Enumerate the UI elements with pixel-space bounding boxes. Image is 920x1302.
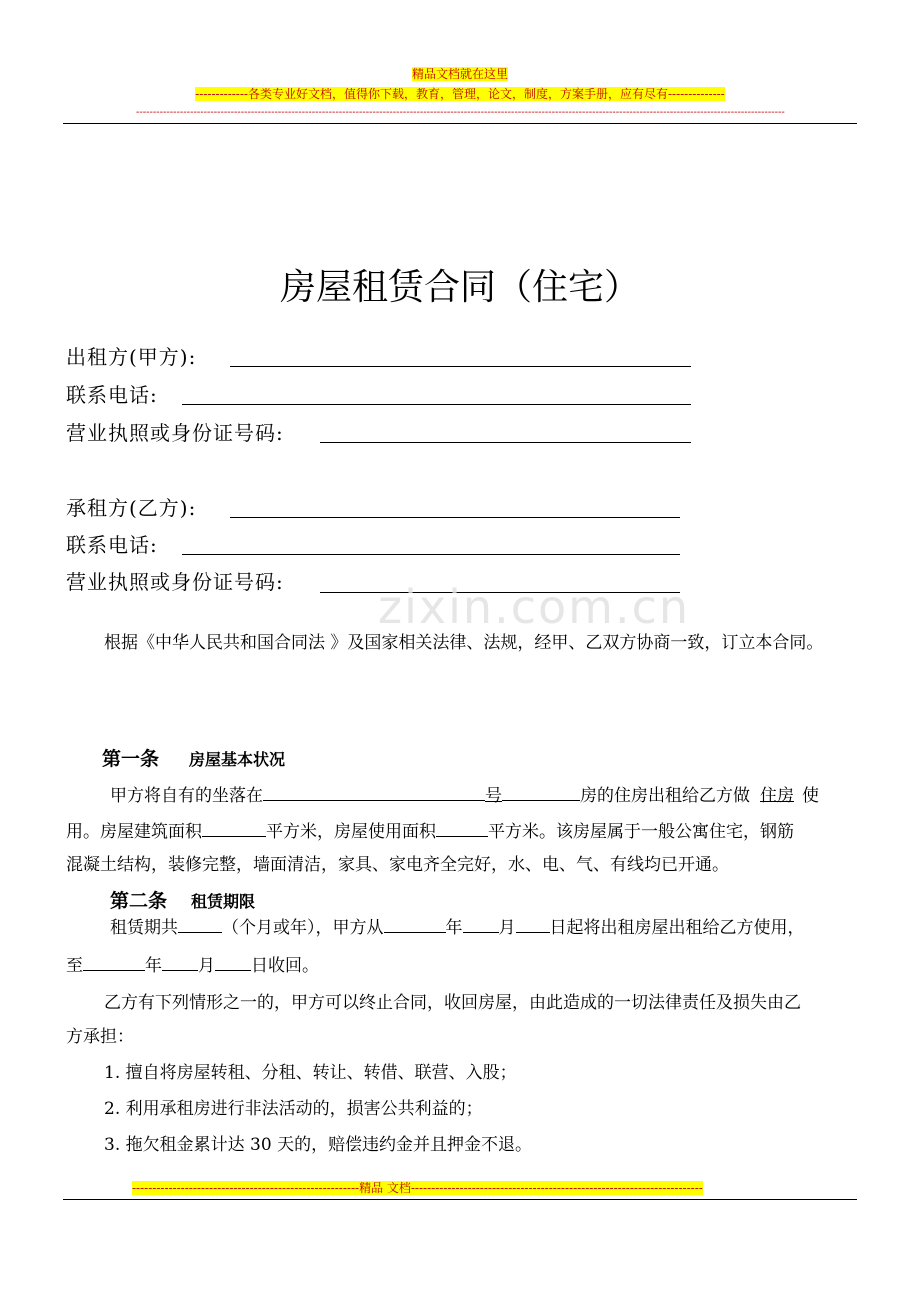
article-1-number: 第一条 xyxy=(102,748,160,770)
room-blank[interactable] xyxy=(502,780,580,801)
termination-clause-line-2: 方承担： xyxy=(66,1027,134,1047)
end-month-blank[interactable] xyxy=(162,950,198,971)
lessee-phone-blank[interactable] xyxy=(182,554,680,555)
location-blank[interactable] xyxy=(263,780,485,801)
document-title: 房屋租赁合同（住宅） xyxy=(279,267,640,309)
header-dash-line: ------------------------------------------------------------------------------------------------------------------------------------------------------------------------------------------------ xyxy=(136,108,785,118)
intro-paragraph: 根据《中华人民共和国合同法 》及国家相关法律、法规，经甲、乙双方协商一致，订立本合同。 xyxy=(104,633,824,653)
lessor-id-label: 营业执照或身份证号码: xyxy=(66,421,284,445)
location-number: 号 xyxy=(485,781,502,802)
lessor-phone-blank[interactable] xyxy=(182,404,691,405)
termination-item-3: 3. 拖欠租金累计达 30 天的，赔偿违约金并且押金不退。 xyxy=(104,1135,533,1155)
watermark-text: zixin.com.cn xyxy=(378,580,691,634)
lessee-id-label: 营业执照或身份证号码: xyxy=(66,570,284,594)
lessor-id-blank[interactable] xyxy=(320,442,691,443)
lessor-blank[interactable] xyxy=(230,366,691,367)
article-1-heading xyxy=(102,744,285,775)
article-1-line-1: 甲方将自有的坐落在 号 房的住房出租给乙方做 住房 使 xyxy=(110,780,819,811)
article-1-name: 房屋基本状况 xyxy=(189,750,286,769)
article-2-name: 租赁期限 xyxy=(191,892,256,911)
end-year-blank[interactable] xyxy=(83,950,145,971)
lease-term-blank[interactable] xyxy=(178,912,222,933)
room-suffix: 房的住房出租给乙方做 xyxy=(580,786,750,806)
building-area-blank[interactable] xyxy=(202,816,266,837)
start-year-blank[interactable] xyxy=(384,912,446,933)
termination-clause-line-1: 乙方有下列情形之一的，甲方可以终止合同，收回房屋，由此造成的一切法律责任及损失由乙 xyxy=(104,993,801,1013)
usage-value: 住房 xyxy=(760,781,794,802)
footer-rule xyxy=(63,1199,857,1200)
article-2-line-2: 至 年 月 日收回。 xyxy=(66,950,319,981)
article-2-line-1: 租赁期共 （个月或年），甲方从 年 月 日起将出租房屋出租给乙方使用， xyxy=(110,912,805,943)
end-day-blank[interactable] xyxy=(215,950,251,971)
article-1-line-2: 用。房屋建筑面积 平方米，房屋使用面积 平方米。该房屋属于一般公寓住宅，钢筋 xyxy=(66,816,794,847)
article-2-number: 第二条 xyxy=(110,890,168,912)
start-day-blank[interactable] xyxy=(516,912,550,933)
lessor-phone-label: 联系电话: xyxy=(66,383,158,407)
lessor-label: 出租方(甲方): xyxy=(66,345,197,369)
usable-area-blank[interactable] xyxy=(436,816,488,837)
footer-banner: --------------------------------------------------------精品 文档------------------------------------------------------------------------ xyxy=(132,1181,703,1195)
header-banner: -------------各类专业好文档，值得你下载，教育，管理，论文，制度，方案手册，应有尽有-------------- xyxy=(195,87,725,101)
termination-item-1: 1. 擅自将房屋转租、分租、转让、转借、联营、入股； xyxy=(104,1063,517,1083)
header-tagline: 精品文档就在这里 xyxy=(411,67,508,81)
header-rule xyxy=(63,123,857,124)
lessee-label: 承租方(乙方): xyxy=(66,496,197,520)
termination-item-2: 2. 利用承租房进行非法活动的，损害公共利益的； xyxy=(104,1099,483,1119)
lessee-phone-label: 联系电话: xyxy=(66,533,158,557)
start-month-blank[interactable] xyxy=(463,912,499,933)
lessee-blank[interactable] xyxy=(230,517,680,518)
article-1-line-3: 混凝土结构，装修完整，墙面清洁，家具、家电齐全完好，水、电、气、有线均已开通。 xyxy=(66,855,729,875)
